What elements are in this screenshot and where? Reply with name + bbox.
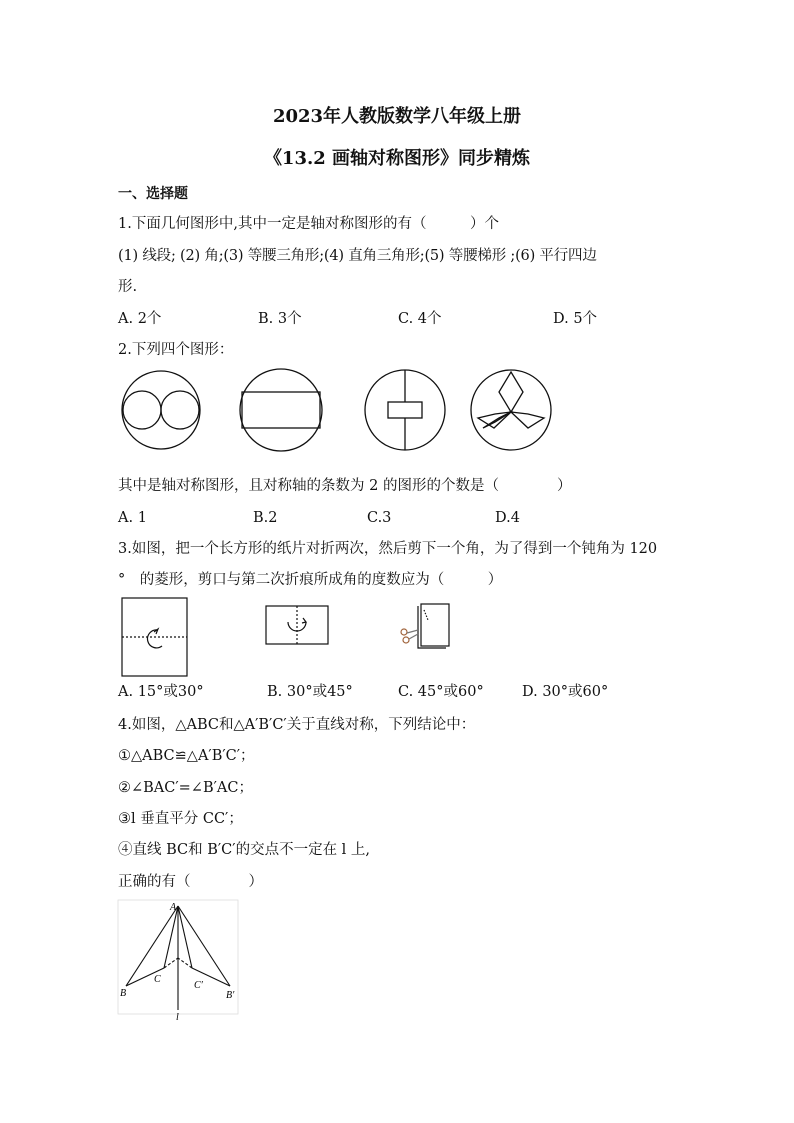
- q1-option-a: A. 2个: [118, 311, 162, 327]
- q4-statement-2: ②∠BAC′=∠B′AC；: [118, 780, 253, 796]
- figure-circle-rectangle: [240, 369, 322, 451]
- q3-option-b: B. 30°或45°: [267, 684, 353, 700]
- section-heading: 一、选择题: [118, 186, 188, 202]
- q1-items-cont: 形.: [118, 279, 138, 295]
- label-B: B: [120, 988, 127, 999]
- q4-figure: [112, 896, 242, 1021]
- q2-option-d: D.4: [495, 510, 520, 526]
- label-C: C: [154, 974, 161, 985]
- q3-figures: [118, 596, 468, 678]
- q1-items: (1) 线段; (2) 角;(3) 等腰三角形;(4) 直角三角形;(5) 等腰梯形 ;(6) 平行四边: [118, 248, 597, 264]
- q2-option-b: B.2: [253, 510, 278, 526]
- q4-statement-3: ③l 垂直平分 CC′；: [118, 811, 243, 827]
- q4-statement-1: ①△ABC≌△A′B′C′；: [118, 748, 255, 764]
- label-C-prime: C′: [194, 980, 203, 991]
- q2-option-a: A. 1: [118, 510, 147, 526]
- q2-question: 其中是轴对称图形，且对称轴的条数为 2 的图形的个数是（ ）: [118, 478, 572, 494]
- fold-step-2: [266, 606, 328, 644]
- q1-stem: 1.下面几何图形中,其中一定是轴对称图形的有（ ）个: [118, 216, 499, 232]
- fold-step-1: [122, 598, 187, 676]
- q4-stem: 4.如图，△ABC和△A′B′C′关于直线对称，下列结论中：: [118, 717, 476, 733]
- label-B-prime: B′: [226, 990, 235, 1001]
- q4-statement-4: ④直线 BC和 B′C′的交点不一定在 l 上,: [118, 842, 371, 858]
- q3-option-c: C. 45°或60°: [398, 684, 484, 700]
- document-subtitle: 《13.2 画轴对称图形》同步精炼: [263, 148, 531, 169]
- q4-question: 正确的有（ ）: [118, 874, 263, 890]
- figure-circle-rhombuses: [471, 370, 551, 450]
- figure-circle-two-circles: [122, 371, 200, 449]
- q2-figures: [118, 370, 558, 460]
- figure-circle-cross: [365, 370, 445, 450]
- q1-option-b: B. 3个: [258, 311, 302, 327]
- q3-stem: 3.如图，把一个长方形的纸片对折两次，然后剪下一个角，为了得到一个钝角为 120: [118, 541, 658, 557]
- q1-option-c: C. 4个: [398, 311, 442, 327]
- q3-option-d: D. 30°或60°: [522, 684, 609, 700]
- q2-stem: 2.下列四个图形：: [118, 342, 234, 358]
- document-title: 2023年人教版数学八年级上册: [272, 106, 522, 127]
- fold-step-3-scissors: [401, 604, 449, 648]
- q2-option-c: C.3: [367, 510, 392, 526]
- q3-stem-cont: ° 的菱形，剪口与第二次折痕所成角的度数应为（ ）: [118, 572, 503, 588]
- label-l: l: [176, 1012, 179, 1023]
- q3-option-a: A. 15°或30°: [118, 684, 204, 700]
- q1-option-d: D. 5个: [553, 311, 598, 327]
- label-A: A: [170, 902, 177, 913]
